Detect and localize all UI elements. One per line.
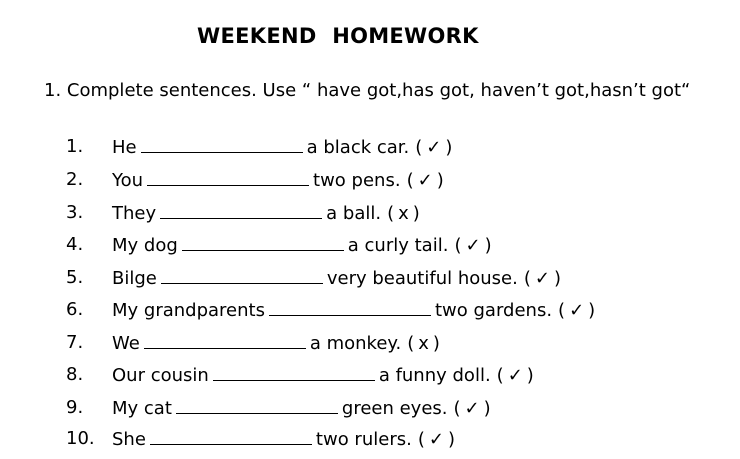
check-mark-icon: ( ✓ )	[407, 167, 444, 195]
item-rest: a funny doll.	[378, 365, 491, 386]
item-subject: My grandparents	[112, 300, 265, 321]
item-sentence	[112, 361, 534, 390]
answer-blank[interactable]	[144, 329, 306, 349]
worksheet-title: WEEKEND HOMEWORK	[197, 24, 479, 48]
item-number: 6.	[66, 299, 84, 320]
answer-blank[interactable]	[213, 361, 375, 381]
answer-blank[interactable]	[182, 231, 344, 251]
item-rest: a black car.	[306, 137, 410, 158]
answer-blank[interactable]	[141, 133, 303, 153]
item-rest: two gardens.	[434, 300, 553, 321]
item-rest: a curly tail.	[347, 235, 449, 256]
item-sentence	[112, 425, 455, 454]
item-sentence	[112, 166, 444, 195]
item-subject: Our cousin	[112, 365, 209, 386]
cross-mark-icon: ( x )	[407, 330, 440, 358]
item-sentence	[112, 264, 561, 293]
item-sentence	[112, 296, 595, 325]
check-mark-icon: ( ✓ )	[454, 232, 491, 260]
check-mark-icon: ( ✓ )	[524, 265, 561, 293]
answer-blank[interactable]	[269, 296, 431, 316]
item-number: 4.	[66, 234, 84, 255]
check-mark-icon: ( ✓ )	[497, 362, 534, 390]
item-number: 3.	[66, 202, 84, 223]
exercise-instruction: 1. Complete sentences. Use “ have got,has got, haven’t got,hasn’t got“	[44, 80, 691, 101]
item-rest: a ball.	[326, 203, 382, 224]
item-rest: two rulers.	[315, 429, 412, 450]
answer-blank[interactable]	[160, 199, 322, 219]
item-subject: You	[112, 170, 144, 191]
item-sentence	[112, 133, 452, 162]
item-subject: They	[112, 203, 157, 224]
item-number: 2.	[66, 169, 84, 190]
item-subject: He	[112, 137, 137, 158]
check-mark-icon: ( ✓ )	[454, 395, 491, 423]
item-number: 7.	[66, 332, 84, 353]
item-subject: Bilge	[112, 268, 157, 289]
check-mark-icon: ( ✓ )	[415, 134, 452, 162]
item-subject: We	[112, 333, 140, 354]
item-rest: green eyes.	[341, 398, 448, 419]
answer-blank[interactable]	[176, 394, 338, 414]
item-subject: She	[112, 429, 146, 450]
item-number: 1.	[66, 136, 84, 157]
item-sentence	[112, 329, 440, 358]
item-subject: My cat	[112, 398, 172, 419]
check-mark-icon: ( ✓ )	[558, 297, 595, 325]
answer-blank[interactable]	[161, 264, 323, 284]
cross-mark-icon: ( x )	[387, 200, 420, 228]
item-rest: a monkey.	[309, 333, 402, 354]
item-number: 8.	[66, 364, 84, 385]
item-rest: very beautiful house.	[326, 268, 518, 289]
item-sentence	[112, 199, 420, 228]
item-rest: two pens.	[313, 170, 401, 191]
item-subject: My dog	[112, 235, 178, 256]
item-number: 5.	[66, 267, 84, 288]
item-number: 9.	[66, 397, 84, 418]
answer-blank[interactable]	[147, 166, 309, 186]
item-sentence	[112, 394, 491, 423]
check-mark-icon: ( ✓ )	[418, 426, 455, 454]
item-sentence	[112, 231, 492, 260]
answer-blank[interactable]	[150, 425, 312, 445]
item-number: 10.	[66, 428, 95, 449]
